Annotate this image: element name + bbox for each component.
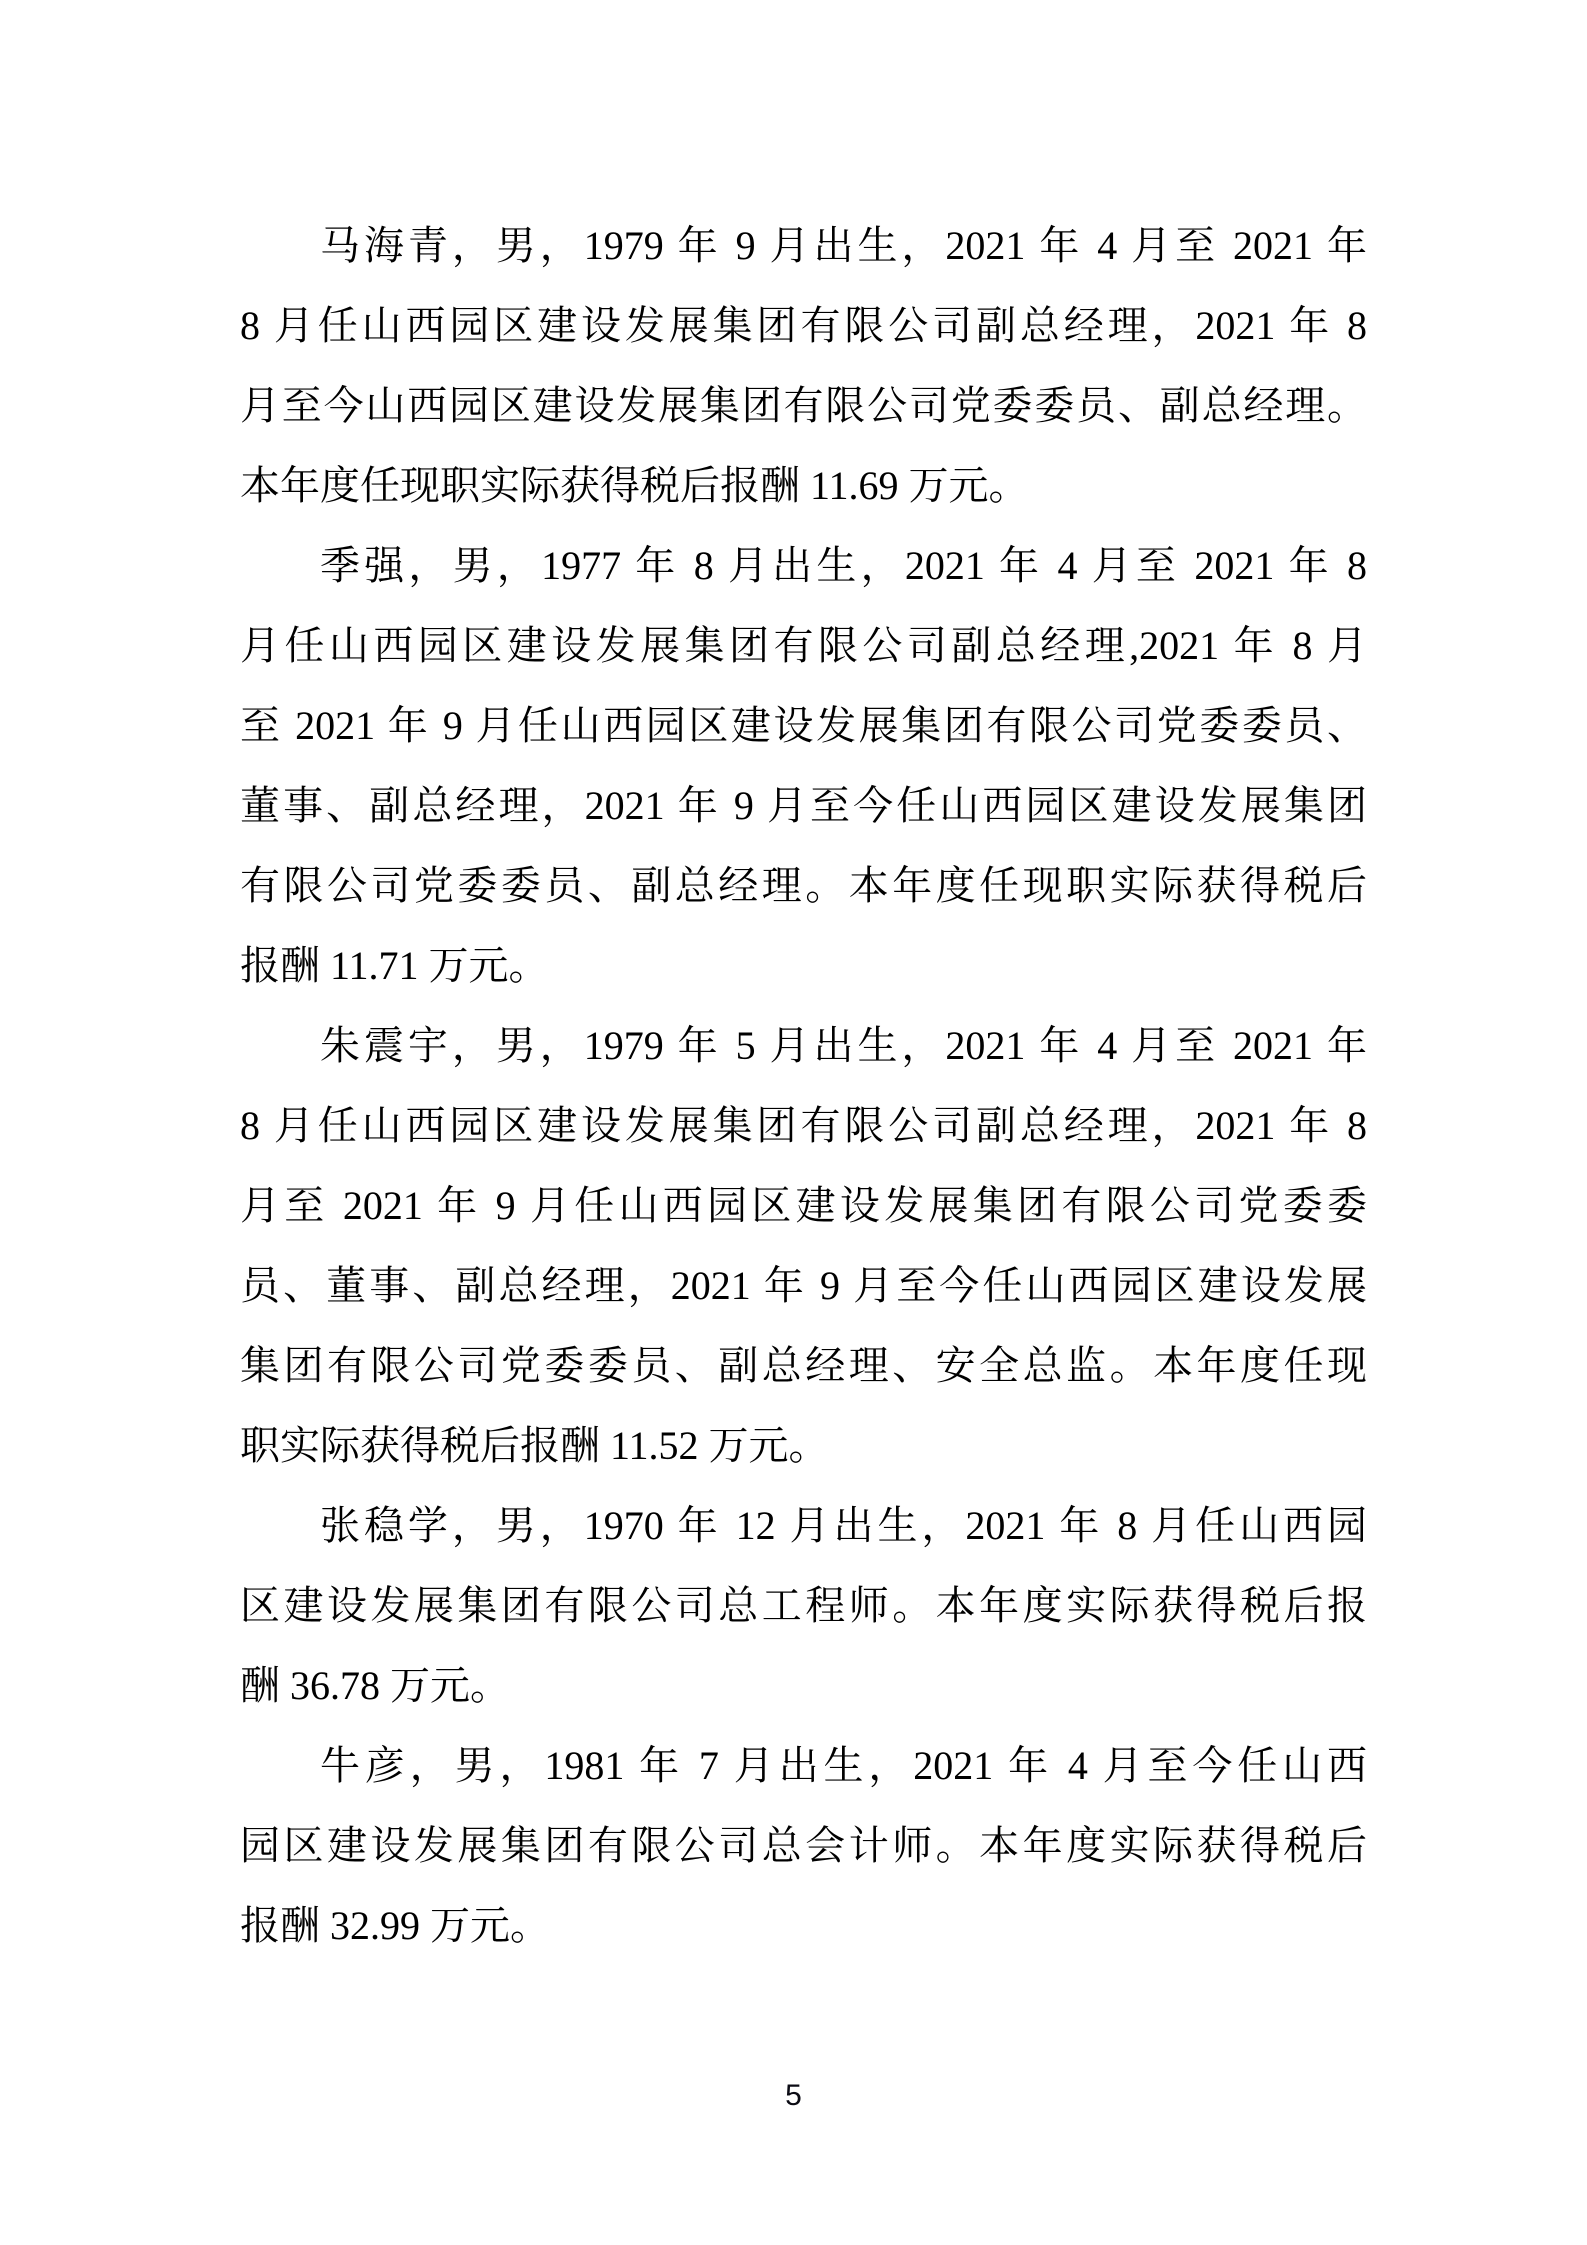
text-line: 园区建设发展集团有限公司总会计师。本年度实际获得税后	[240, 1823, 1367, 1868]
text-line: 有限公司党委委员、副总经理。本年度任现职实际获得税后	[240, 863, 1367, 908]
text-line: 季强，男，1977 年 8 月出生，2021 年 4 月至 2021 年 8	[320, 543, 1367, 588]
text-line: 酬 36.78 万元。	[240, 1663, 510, 1708]
paragraph	[240, 526, 1367, 1006]
paragraph	[240, 1006, 1367, 1486]
page-number: 5	[785, 2079, 802, 2112]
text-line: 员、董事、副总经理，2021 年 9 月至今任山西园区建设发展	[240, 1263, 1367, 1308]
text-line: 本年度任现职实际获得税后报酬 11.69 万元。	[240, 463, 1029, 508]
text-line: 月任山西园区建设发展集团有限公司副总经理,2021 年 8 月	[240, 623, 1367, 668]
paragraph	[240, 206, 1367, 526]
text-line: 职实际获得税后报酬 11.52 万元。	[240, 1423, 829, 1468]
text-line: 月至今山西园区建设发展集团有限公司党委委员、副总经理。	[240, 383, 1367, 428]
text-line: 8 月任山西园区建设发展集团有限公司副总经理，2021 年 8	[240, 1103, 1367, 1148]
text-line: 董事、副总经理，2021 年 9 月至今任山西园区建设发展集团	[240, 783, 1367, 828]
paragraph	[240, 1486, 1367, 1726]
text-line: 至 2021 年 9 月任山西园区建设发展集团有限公司党委委员、	[240, 703, 1367, 748]
text-line: 月至 2021 年 9 月任山西园区建设发展集团有限公司党委委	[240, 1183, 1367, 1228]
text-line: 牛彦，男，1981 年 7 月出生，2021 年 4 月至今任山西	[320, 1743, 1367, 1788]
text-line: 8 月任山西园区建设发展集团有限公司副总经理，2021 年 8	[240, 303, 1367, 348]
text-line: 马海青，男，1979 年 9 月出生，2021 年 4 月至 2021 年	[320, 223, 1367, 268]
text-line: 报酬 11.71 万元。	[240, 943, 549, 988]
text-line: 区建设发展集团有限公司总工程师。本年度实际获得税后报	[240, 1583, 1367, 1628]
text-line: 报酬 32.99 万元。	[240, 1903, 550, 1948]
text-line: 集团有限公司党委委员、副总经理、安全总监。本年度任现	[240, 1343, 1367, 1388]
text-line: 朱震宇，男，1979 年 5 月出生，2021 年 4 月至 2021 年	[320, 1023, 1367, 1068]
text-line: 张稳学，男，1970 年 12 月出生，2021 年 8 月任山西园	[320, 1503, 1367, 1548]
document-body	[240, 206, 1367, 1966]
paragraph	[240, 1726, 1367, 1966]
